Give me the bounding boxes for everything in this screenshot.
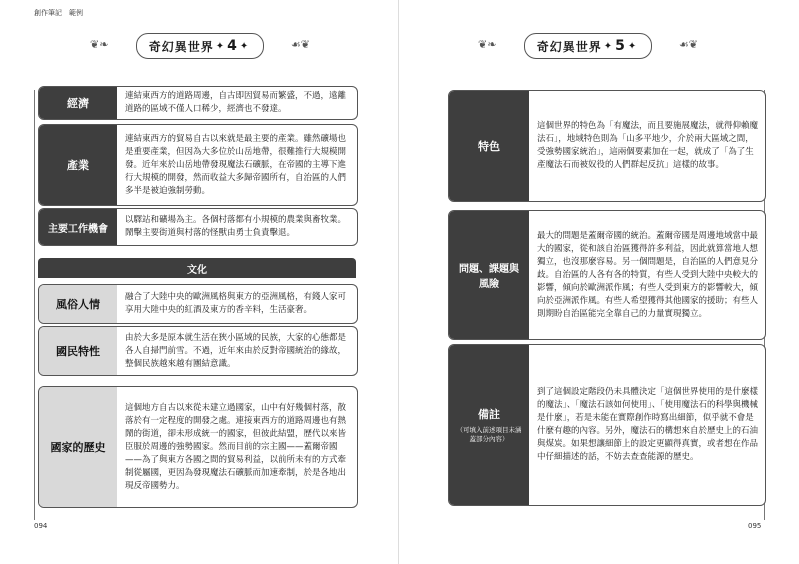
row-label: 國民特性 (39, 327, 117, 375)
row-label: 問題、課題與風險 (449, 211, 529, 339)
banner-number: 4 (227, 38, 238, 54)
flourish-ornament-left: ❦❧ (478, 38, 497, 51)
remarks-row (448, 344, 766, 506)
row-label: 風俗人情 (39, 285, 117, 323)
row-label: 產業 (39, 125, 117, 205)
remarks-sublabel: （可填入前述項目未涵蓋部分內容） (456, 426, 522, 443)
customs-row (38, 284, 358, 324)
star-icon: ✦ (239, 40, 250, 52)
running-header: 創作筆記 範例 (34, 9, 83, 17)
row-text: 這個地方自古以來從未建立過國家，山中有好幾個村落，散落於有一定程度的開發之處。連接東西方的道路周邊也有熱鬧的街道，卻未形成統一的國家，但彼此結盟，歷代以來皆臣服於周邊的強勢國家。然而目前的宗主國——蓋爾帝國——為了與東方各國之間的貿易利益，以前所未有的方式牽制從屬國，更因為發現魔法石礦脈而加速牽制，於是各地出現反帝國勢力。 (125, 402, 347, 491)
page-gutter (398, 0, 399, 564)
star-icon: ✦ (215, 40, 226, 52)
row-label: 國家的歷史 (39, 387, 117, 507)
industry-row (38, 124, 358, 206)
banner-title: 奇幻異世界 (148, 39, 214, 54)
flourish-ornament-left: ❦❧ (90, 38, 109, 51)
left-margin-line (34, 90, 35, 520)
issues-row (448, 210, 766, 340)
row-text: 這個世界的特色為「有魔法，而且要施展魔法，就得仰賴魔法石」，地域特色則為「山多平地少，介於兩大區域之間，受強勢國家統治」，這兩個要素加在一起，就成了「為了生產魔法石而被奴役的人們群起反抗」這樣的故事。 (537, 121, 759, 170)
row-text: 融合了大陸中央的歐洲風格與東方的亞洲風格，有錢人家可享用大陸中央的紅酒及東方的香辛料，生活豪奢。 (125, 292, 347, 315)
banner-title: 奇幻異世界 (536, 39, 602, 54)
history-row (38, 386, 358, 508)
remarks-label: 備註 (478, 408, 500, 421)
economy-row (38, 86, 358, 120)
star-icon: ✦ (603, 40, 614, 52)
row-text: 連結東西方的道路周邊，自古即因貿易而繁盛，不過，遠離道路的區域不僅人口稀少，經濟也不發達。 (125, 91, 347, 114)
main-jobs-row (38, 208, 358, 246)
row-label: 主要工作機會 (39, 209, 117, 245)
national-character-row (38, 326, 358, 376)
row-text: 以驛站和礦場為主。各個村落都有小規模的農業與畜牧業。鬧擊主要街道與村落的怪獸由勇士負責擊退。 (125, 215, 347, 238)
culture-section-header: 文化 (38, 258, 356, 278)
star-icon: ✦ (627, 40, 638, 52)
row-label: 經濟 (39, 87, 117, 119)
page-number-left: 094 (34, 522, 48, 530)
flourish-ornament-right: ☙❦ (678, 38, 698, 51)
flourish-ornament-right: ☙❦ (290, 38, 310, 51)
row-label: 特色 (449, 91, 529, 201)
right-title-banner (478, 28, 698, 64)
row-text: 到了這個設定階段仍未具體決定「這個世界使用的是什麼樣的魔法」、「魔法石該如何使用」、「使用魔法石的科學與機械是什麼」，若是未能在實際創作時寫出細節，似乎就不會是什麼有趣的內容。另外，魔法石的構想來自於歷史上的石油與煤炭。如果想讓細節上的設定更顯得真實，或者想在作品中仔細描述的話，不妨去查查能源的歷史。 (537, 387, 759, 462)
row-label (449, 345, 529, 505)
row-text: 最大的問題是蓋爾帝國的統治。蓋爾帝國是周邊地域當中最大的國家，從和該自治區獲得許多利益，因此就算當地人想獨立，也沒那麼容易。另一個問題是，自治區的人們意見分歧。自治區的人各有各的特質，有些人受到大陸中央較大的影響，傾向於歐洲派作風；有些人受到東方的影響較大，傾向於亞洲派作風。有些人希望獲得其他國家的援助；有些人則期盼自治區能完全靠自己的力量實現獨立。 (537, 230, 759, 319)
banner-number: 5 (615, 38, 626, 54)
row-text: 連結東西方的貿易自古以來就是最主要的產業。雖然礦場也是重要產業，但因為大多位於山岳地帶，很難推行大規模開發。近年來於山岳地帶發現魔法石礦脈，在帝國的主導下進行大規模的開發，然而收益大多歸帝國所有，自治區的人們多半是被迫強制勞動。 (125, 133, 347, 196)
row-text: 由於大多是原本就生活在狹小區域的民族，大家的心態都是各人自掃門前雪。不過，近年來由於反對帝國統治的緣故，整個民族越來越有團結意識。 (125, 332, 347, 369)
page-number-right: 095 (748, 522, 762, 530)
left-title-banner (90, 28, 310, 64)
features-row (448, 90, 766, 202)
